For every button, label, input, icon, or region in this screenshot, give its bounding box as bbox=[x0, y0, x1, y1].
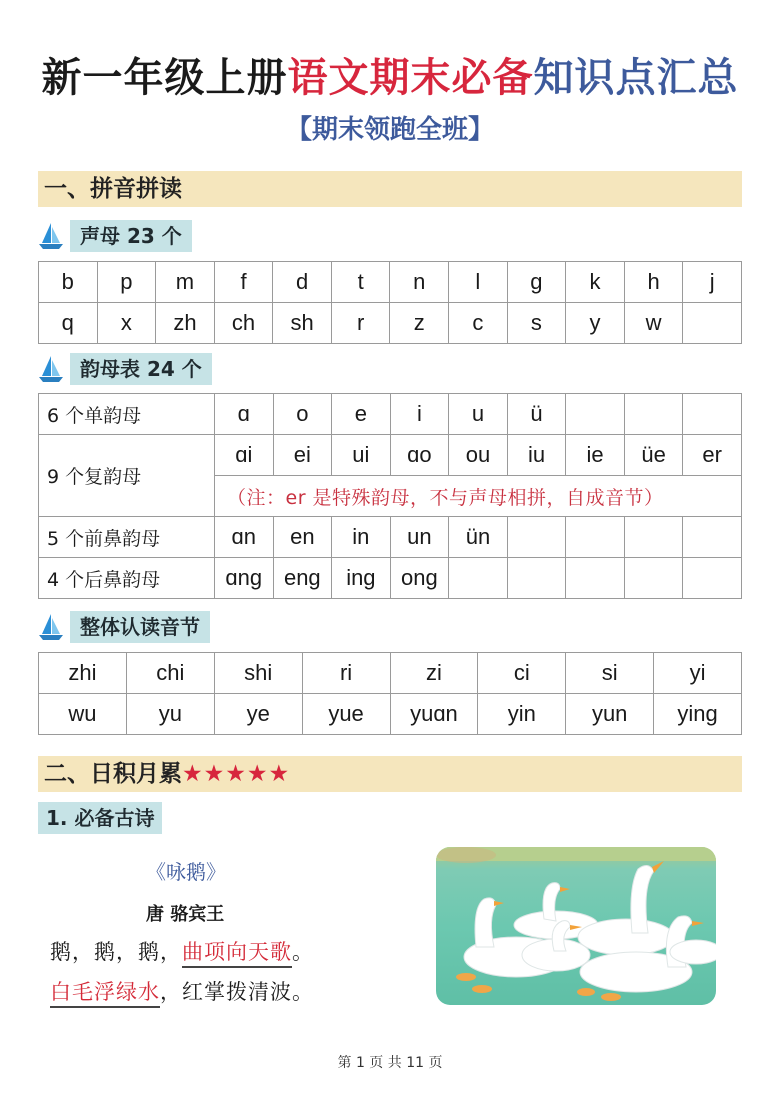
pinyin-cell: ong bbox=[390, 558, 449, 599]
sub-heading-initials bbox=[38, 219, 192, 253]
pinyin-cell bbox=[683, 303, 742, 344]
pinyin-cell: q bbox=[39, 303, 98, 344]
sailboat-icon bbox=[38, 221, 64, 251]
final-category-label: 6 个单韵母 bbox=[39, 394, 215, 435]
pinyin-cell: f bbox=[214, 262, 273, 303]
section-heading-text: 二、日积月累 bbox=[44, 761, 182, 787]
pinyin-cell: shi bbox=[214, 653, 302, 694]
pinyin-cell: yin bbox=[478, 694, 566, 735]
pinyin-cell: u bbox=[449, 394, 508, 435]
poem-line-1 bbox=[50, 936, 314, 966]
table-row bbox=[39, 517, 742, 558]
final-category-label: 9 个复韵母 bbox=[39, 435, 215, 517]
section-heading-pinyin: 一、拼音拼读 bbox=[38, 171, 742, 207]
pinyin-cell: ei bbox=[273, 435, 332, 476]
pinyin-cell: l bbox=[449, 262, 508, 303]
poem-text: 。 bbox=[292, 940, 314, 964]
pinyin-cell: zhi bbox=[39, 653, 127, 694]
poem-author: 唐 骆宾王 bbox=[146, 904, 225, 925]
pinyin-cell: b bbox=[39, 262, 98, 303]
pinyin-cell: ie bbox=[566, 435, 625, 476]
pinyin-cell: ing bbox=[332, 558, 391, 599]
pinyin-cell: t bbox=[331, 262, 390, 303]
table-row bbox=[39, 653, 742, 694]
pinyin-cell: g bbox=[507, 262, 566, 303]
table-row bbox=[39, 558, 742, 599]
pinyin-cell bbox=[624, 517, 683, 558]
pinyin-cell: zi bbox=[390, 653, 478, 694]
pinyin-cell: ün bbox=[449, 517, 508, 558]
pinyin-cell: un bbox=[390, 517, 449, 558]
pinyin-cell: ɑi bbox=[215, 435, 274, 476]
geese-illustration bbox=[436, 847, 716, 1005]
pinyin-cell: n bbox=[390, 262, 449, 303]
sub-heading-finals bbox=[38, 352, 212, 386]
pinyin-cell: chi bbox=[126, 653, 214, 694]
pinyin-cell: zh bbox=[156, 303, 215, 344]
pinyin-cell: ch bbox=[214, 303, 273, 344]
pinyin-cell: w bbox=[624, 303, 683, 344]
title-part-3: 知识点汇总 bbox=[533, 54, 739, 101]
sub-heading-label: 声母 23 个 bbox=[70, 220, 192, 252]
pinyin-cell: p bbox=[97, 262, 156, 303]
pinyin-cell: k bbox=[566, 262, 625, 303]
pinyin-cell bbox=[624, 394, 683, 435]
pinyin-cell: o bbox=[273, 394, 332, 435]
pinyin-cell: sh bbox=[273, 303, 332, 344]
pinyin-cell: yu bbox=[126, 694, 214, 735]
pinyin-cell: in bbox=[332, 517, 391, 558]
pinyin-cell: ɑo bbox=[390, 435, 449, 476]
pinyin-cell bbox=[566, 394, 625, 435]
pinyin-cell: wu bbox=[39, 694, 127, 735]
pinyin-cell: ci bbox=[478, 653, 566, 694]
table-row bbox=[39, 394, 742, 435]
pinyin-cell: ui bbox=[332, 435, 391, 476]
sub-heading-label: 韵母表 24 个 bbox=[70, 353, 212, 385]
pinyin-cell: en bbox=[273, 517, 332, 558]
pinyin-cell: e bbox=[332, 394, 391, 435]
pinyin-cell bbox=[683, 394, 742, 435]
pinyin-cell: ɑ bbox=[215, 394, 274, 435]
pinyin-cell: yuɑn bbox=[390, 694, 478, 735]
sub-heading-whole-syllables bbox=[38, 610, 210, 644]
title-part-2: 语文期末必备 bbox=[287, 54, 534, 101]
page-footer: 第 1 页 共 11 页 bbox=[337, 1055, 443, 1071]
pinyin-cell: yue bbox=[302, 694, 390, 735]
pinyin-cell: ying bbox=[654, 694, 742, 735]
pinyin-cell: z bbox=[390, 303, 449, 344]
table-row bbox=[39, 262, 742, 303]
table-row bbox=[39, 694, 742, 735]
pinyin-cell: d bbox=[273, 262, 332, 303]
initials-table bbox=[38, 261, 742, 344]
pinyin-cell bbox=[566, 517, 625, 558]
poem-title: 《咏鹅》 bbox=[146, 860, 226, 884]
pinyin-cell: ye bbox=[214, 694, 302, 735]
section-heading-accumulation bbox=[38, 756, 742, 792]
page-title bbox=[0, 52, 780, 104]
sub-heading-poems bbox=[38, 801, 162, 835]
pinyin-cell bbox=[507, 517, 566, 558]
pinyin-cell: j bbox=[683, 262, 742, 303]
pinyin-cell: er bbox=[683, 435, 742, 476]
pinyin-cell bbox=[507, 558, 566, 599]
pinyin-cell: i bbox=[390, 394, 449, 435]
sub-heading-label: 1. 必备古诗 bbox=[38, 802, 162, 834]
pinyin-cell: ɑn bbox=[215, 517, 274, 558]
pinyin-cell bbox=[449, 558, 508, 599]
pinyin-cell: y bbox=[566, 303, 625, 344]
pinyin-cell: yun bbox=[566, 694, 654, 735]
star-rating-icon: ★★★★★ bbox=[182, 761, 291, 787]
poem-line-2 bbox=[50, 976, 314, 1006]
pinyin-cell: ü bbox=[507, 394, 566, 435]
pinyin-cell: ɑng bbox=[215, 558, 274, 599]
pinyin-cell: eng bbox=[273, 558, 332, 599]
final-category-label: 5 个前鼻韵母 bbox=[39, 517, 215, 558]
poem-text: ，红掌拨清波。 bbox=[160, 980, 314, 1004]
poem-text: 鹅，鹅，鹅， bbox=[50, 940, 182, 964]
pinyin-cell: yi bbox=[654, 653, 742, 694]
geese-image bbox=[436, 847, 716, 1005]
pinyin-cell bbox=[566, 558, 625, 599]
pinyin-cell: x bbox=[97, 303, 156, 344]
pinyin-cell: r bbox=[331, 303, 390, 344]
poem-highlight: 白毛浮绿水 bbox=[50, 980, 160, 1008]
pinyin-cell: h bbox=[624, 262, 683, 303]
final-category-label: 4 个后鼻韵母 bbox=[39, 558, 215, 599]
pinyin-cell bbox=[683, 517, 742, 558]
whole-syllables-table bbox=[38, 652, 742, 735]
table-row bbox=[39, 435, 742, 476]
pinyin-cell: ri bbox=[302, 653, 390, 694]
sailboat-icon bbox=[38, 354, 64, 384]
sub-heading-label: 整体认读音节 bbox=[70, 611, 210, 643]
sailboat-icon bbox=[38, 612, 64, 642]
title-part-1: 新一年级上册 bbox=[41, 54, 288, 101]
page-subtitle: 【期末领跑全班】 bbox=[285, 115, 494, 145]
pinyin-cell bbox=[624, 558, 683, 599]
finals-table bbox=[38, 393, 742, 599]
table-row bbox=[39, 303, 742, 344]
poem-highlight: 曲项向天歌 bbox=[182, 940, 292, 968]
pinyin-cell bbox=[683, 558, 742, 599]
pinyin-cell: m bbox=[156, 262, 215, 303]
pinyin-cell: üe bbox=[624, 435, 683, 476]
pinyin-cell: c bbox=[449, 303, 508, 344]
er-note: （注：er 是特殊韵母，不与声母相拼，自成音节） bbox=[215, 476, 742, 517]
pinyin-cell: iu bbox=[507, 435, 566, 476]
pinyin-cell: ou bbox=[449, 435, 508, 476]
pinyin-cell: s bbox=[507, 303, 566, 344]
pinyin-cell: si bbox=[566, 653, 654, 694]
